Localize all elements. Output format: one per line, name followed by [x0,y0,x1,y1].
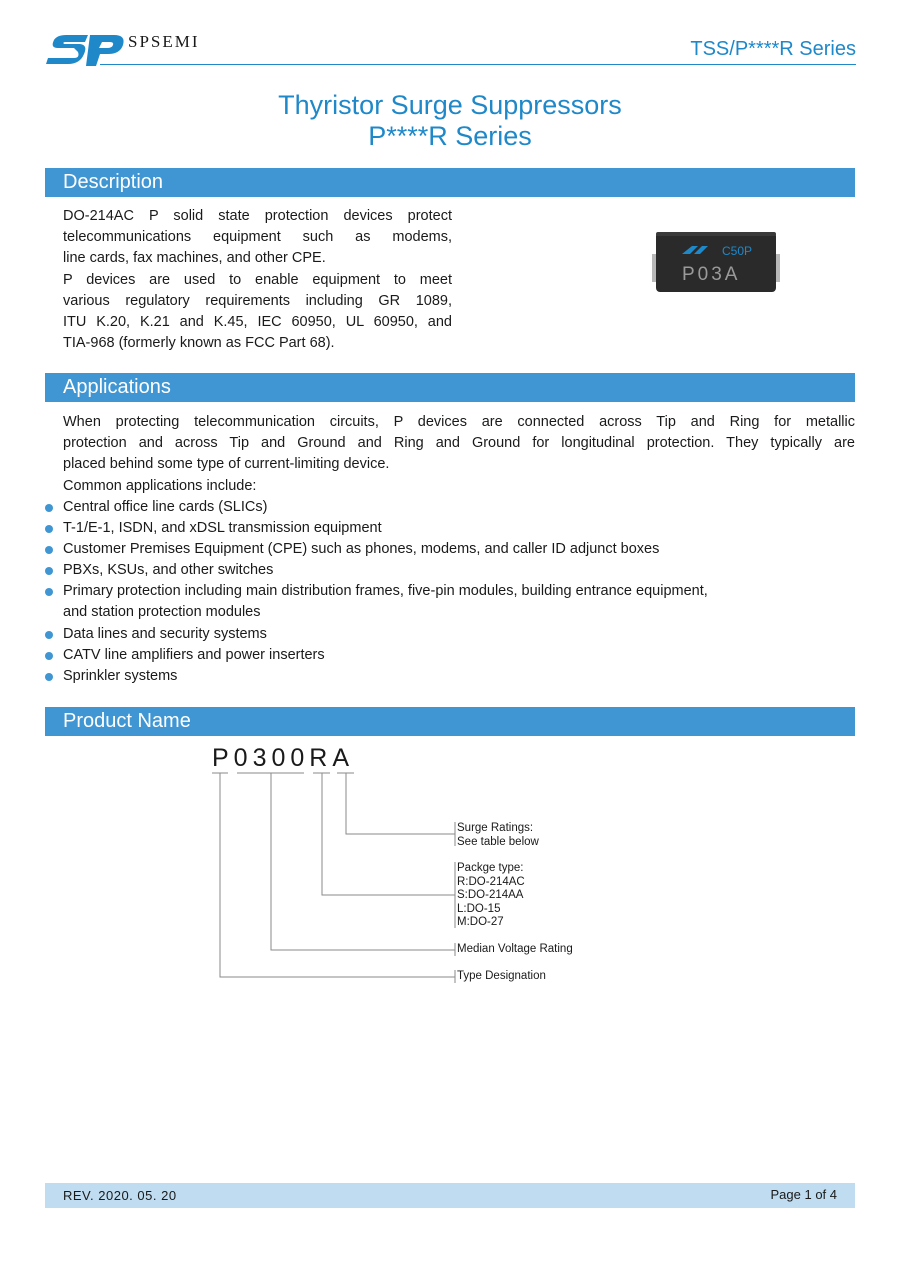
applications-intro-line: placed behind some type of current-limiting device. [63,456,390,473]
bullet-icon [45,546,53,554]
product-name-heading: Product Name [45,707,855,736]
chip-marking-main: P03A [682,264,741,285]
page-subtitle: P****R Series [368,121,532,151]
bullet-icon [45,631,53,639]
bullet-icon [45,504,53,512]
description-line: P devices are used to enable equipment to meet [63,271,452,288]
description-heading: Description [45,168,855,197]
applications-intro-line: protection and across Tip and Ground and Ring and Ground for longitudinal protection. They typically are [63,435,855,452]
header-rule [100,64,856,65]
legend-package: Packge type: R:DO-214AC S:DO-214AA L:DO-15 M:DO-27 [457,862,525,928]
page-number: Page 1 of 4 [770,1187,837,1202]
revision-label: REV. 2020. 05. 20 [63,1188,177,1203]
legend-median-voltage: Median Voltage Rating [457,943,573,955]
description-text [63,206,452,354]
applications-intro [63,412,855,497]
applications-intro-line: Common applications include: [63,477,257,494]
brand-name: SPSEMI [128,32,200,51]
chip-marking-top: C50P [722,244,753,258]
part-number: P0300RA [212,744,355,772]
applications-intro-line: When protecting telecommunication circuits, P devices are connected across Tip and Ring for metallic [63,414,855,430]
bullet-icon [45,673,53,681]
legend-surge: Surge Ratings: See table below [457,822,539,848]
description-line: line cards, fax machines, and other CPE. [63,250,326,267]
applications-heading: Applications [45,373,855,402]
description-line: telecommunications equipment such as modems, [63,229,452,246]
bullet-icon [45,652,53,660]
bullet-icon [45,588,53,596]
page-title: Thyristor Surge Suppressors [278,90,622,120]
description-line: various regulatory requirements including GR 1089, [63,292,452,309]
bullet-icon [45,525,53,533]
description-line: ITU K.20, K.21 and K.45, IEC 60950, UL 60950, and [63,314,452,331]
description-line: TIA-968 (formerly known as FCC Part 68). [63,335,335,352]
bullet-icon [45,567,53,575]
series-label: TSS/P****R Series [690,38,856,60]
description-line: DO-214AC P solid state protection devices protect [63,208,452,224]
device-package-image [652,230,780,294]
legend-type-designation: Type Designation [457,970,546,982]
